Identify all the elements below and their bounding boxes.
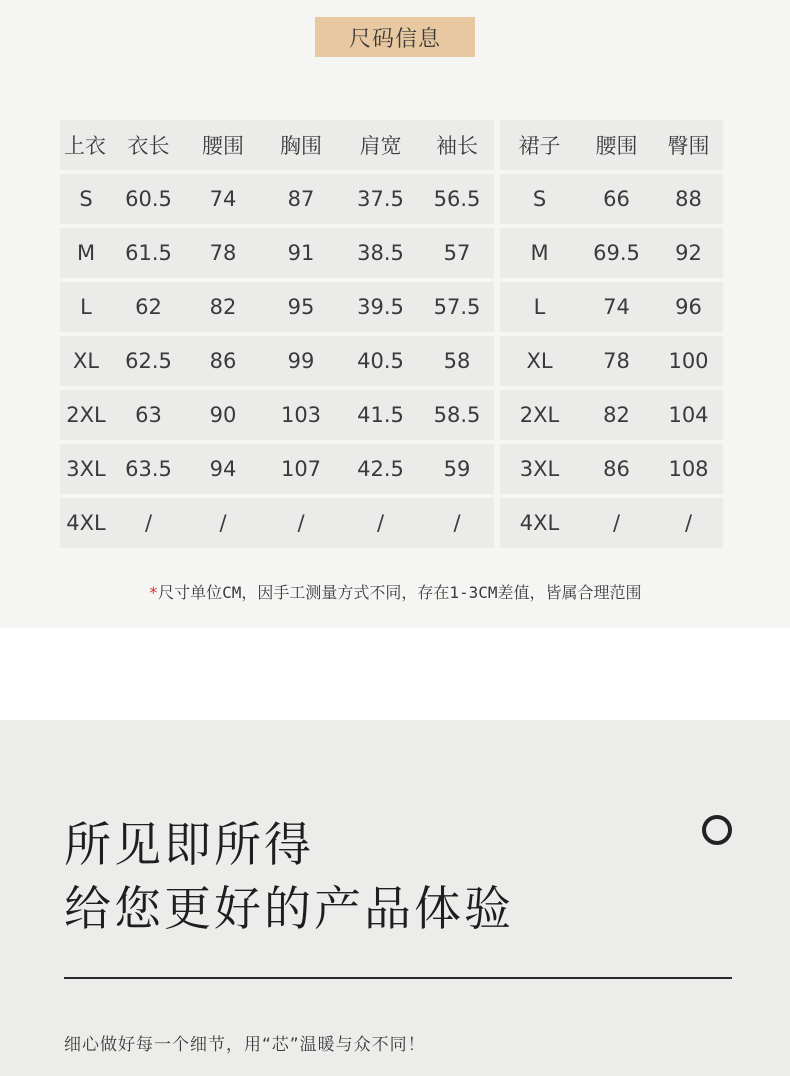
table-cell: 58 bbox=[420, 336, 494, 386]
ring-icon bbox=[702, 815, 732, 845]
table-cell: / bbox=[185, 498, 261, 548]
table-cell: 82 bbox=[185, 282, 261, 332]
table-cell: 95 bbox=[261, 282, 341, 332]
table-cell: L bbox=[60, 282, 112, 332]
table-cell: 78 bbox=[579, 336, 654, 386]
table-header-cell: 衣长 bbox=[112, 120, 185, 170]
table-cell: 63 bbox=[112, 390, 185, 440]
table-cell: 42.5 bbox=[341, 444, 420, 494]
table-header-cell: 臀围 bbox=[654, 120, 723, 170]
table-cell: S bbox=[60, 174, 112, 224]
table-cell: 69.5 bbox=[579, 228, 654, 278]
table-cell: 3XL bbox=[500, 444, 579, 494]
table-cell: 100 bbox=[654, 336, 723, 386]
table-cell: 104 bbox=[654, 390, 723, 440]
table-cell: 37.5 bbox=[341, 174, 420, 224]
table-cell: 103 bbox=[261, 390, 341, 440]
table-cell: 86 bbox=[185, 336, 261, 386]
table-cell: 4XL bbox=[500, 498, 579, 548]
table-cell: 88 bbox=[654, 174, 723, 224]
table-header-cell: 袖长 bbox=[420, 120, 494, 170]
table-header-cell: 腰围 bbox=[185, 120, 261, 170]
table-cell: 82 bbox=[579, 390, 654, 440]
table-cell: 38.5 bbox=[341, 228, 420, 278]
divider bbox=[64, 977, 732, 979]
table-cell: 74 bbox=[579, 282, 654, 332]
table-header-cell: 上衣 bbox=[60, 120, 112, 170]
table-cell: XL bbox=[60, 336, 112, 386]
table-cell: 107 bbox=[261, 444, 341, 494]
table-cell: 87 bbox=[261, 174, 341, 224]
table-cell: 99 bbox=[261, 336, 341, 386]
table-cell: L bbox=[500, 282, 579, 332]
table-cell: / bbox=[341, 498, 420, 548]
size-info-title: 尺码信息 bbox=[315, 17, 475, 57]
table-cell: 108 bbox=[654, 444, 723, 494]
table-cell: 63.5 bbox=[112, 444, 185, 494]
table-cell: 78 bbox=[185, 228, 261, 278]
table-cell: 74 bbox=[185, 174, 261, 224]
table-cell: M bbox=[60, 228, 112, 278]
tagline: 细心做好每一个细节，用“芯”温暖与众不同！ bbox=[64, 1035, 426, 1055]
table-cell: 61.5 bbox=[112, 228, 185, 278]
table-cell: 39.5 bbox=[341, 282, 420, 332]
table-cell: 90 bbox=[185, 390, 261, 440]
table-cell: S bbox=[500, 174, 579, 224]
table-cell: 2XL bbox=[60, 390, 112, 440]
table-cell: 86 bbox=[579, 444, 654, 494]
size-note bbox=[0, 580, 790, 603]
table-cell: XL bbox=[500, 336, 579, 386]
table-cell: 4XL bbox=[60, 498, 112, 548]
table-cell: 58.5 bbox=[420, 390, 494, 440]
table-cell: 62 bbox=[112, 282, 185, 332]
table-cell: 41.5 bbox=[341, 390, 420, 440]
table-cell: 91 bbox=[261, 228, 341, 278]
table-cell: 57 bbox=[420, 228, 494, 278]
table-cell: 59 bbox=[420, 444, 494, 494]
table-cell: M bbox=[500, 228, 579, 278]
table-cell: 2XL bbox=[500, 390, 579, 440]
table-cell: / bbox=[261, 498, 341, 548]
table-cell: 60.5 bbox=[112, 174, 185, 224]
size-table bbox=[60, 120, 723, 548]
slogan-line-2: 给您更好的产品体验 bbox=[64, 882, 514, 937]
table-cell: 96 bbox=[654, 282, 723, 332]
table-cell: 92 bbox=[654, 228, 723, 278]
table-header-cell: 胸围 bbox=[261, 120, 341, 170]
table-cell: / bbox=[420, 498, 494, 548]
slogan-line-1: 所见即所得 bbox=[64, 818, 314, 873]
table-cell: 40.5 bbox=[341, 336, 420, 386]
table-cell: 62.5 bbox=[112, 336, 185, 386]
table-header-cell: 裙子 bbox=[500, 120, 579, 170]
table-cell: 57.5 bbox=[420, 282, 494, 332]
table-cell: / bbox=[579, 498, 654, 548]
table-cell: / bbox=[112, 498, 185, 548]
table-cell: 94 bbox=[185, 444, 261, 494]
table-cell: 3XL bbox=[60, 444, 112, 494]
table-cell: 66 bbox=[579, 174, 654, 224]
table-header-cell: 肩宽 bbox=[341, 120, 420, 170]
table-cell: / bbox=[654, 498, 723, 548]
table-cell: 56.5 bbox=[420, 174, 494, 224]
note-star: * bbox=[148, 583, 159, 602]
table-header-cell: 腰围 bbox=[579, 120, 654, 170]
note-text: 尺寸单位CM，因手工测量方式不同，存在1-3CM差值，皆属合理范围 bbox=[158, 583, 642, 602]
